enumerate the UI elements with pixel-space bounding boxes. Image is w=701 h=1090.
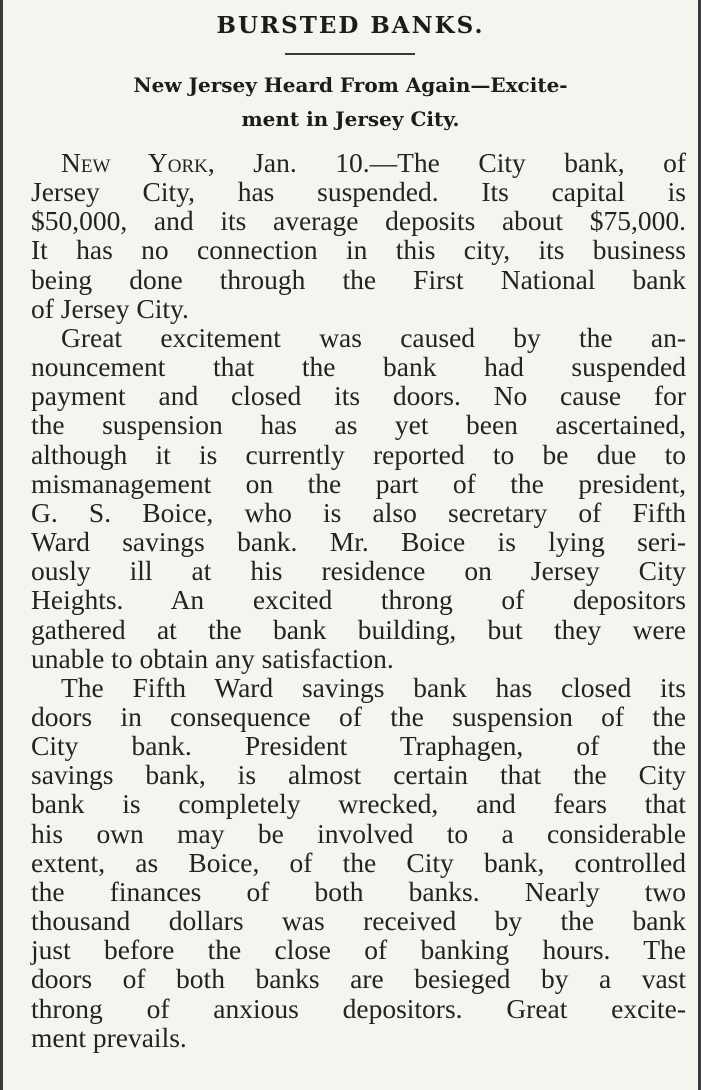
article-line: payment and closed its doors. No cause for xyxy=(31,380,686,412)
article-line-text: Jan. 10.—The City bank, of xyxy=(214,147,686,178)
subheadline-line: New Jersey Heard From Again—Excite- xyxy=(133,73,568,97)
article-line: doors in consequence of the suspension of the xyxy=(31,700,686,732)
article-line: Heights. An excited throng of depositors xyxy=(31,584,686,616)
article-line: City bank. President Traphagen, of the xyxy=(31,730,686,762)
headline: BURSTED BANKS. xyxy=(216,12,485,39)
dateline: New York, xyxy=(61,147,215,178)
article-line: being done through the First National bank xyxy=(31,263,686,295)
article-line: It has no connection in this city, its business xyxy=(31,234,686,266)
article-line: ously ill at his residence on Jersey City xyxy=(31,555,686,587)
subheadline-line: ment in Jersey City. xyxy=(241,107,460,131)
article-line: bank is completely wrecked, and fears that xyxy=(31,788,686,820)
article-line: throng of anxious depositors. Great excite- xyxy=(31,992,686,1024)
article-line: extent, as Boice, of the City bank, controlled xyxy=(31,846,686,878)
article-line: Jersey City, has suspended. Its capital is xyxy=(31,176,686,208)
article-line: thousand dollars was received by the bank xyxy=(31,905,686,937)
article-line: the finances of both banks. Nearly two xyxy=(31,875,686,907)
article-line: Great excitement was caused by the an- xyxy=(61,321,686,353)
article-line xyxy=(31,148,686,177)
article-line: gathered at the bank building, but they were xyxy=(31,613,686,645)
article-line: savings bank, is almost certain that the City xyxy=(31,759,686,791)
article-line: just before the close of banking hours. The xyxy=(31,934,686,966)
article-line: his own may be involved to a considerable xyxy=(31,817,686,849)
article-line: nouncement that the bank had suspended xyxy=(31,351,686,383)
article-body xyxy=(31,148,686,1052)
subheadline xyxy=(23,68,678,136)
article-line: mismanagement on the part of the president, xyxy=(31,467,686,499)
article-line: ment prevails. xyxy=(31,1021,187,1053)
article-line: doors of both banks are besieged by a vast xyxy=(31,963,686,995)
article-line: unable to obtain any satisfaction. xyxy=(31,642,394,674)
article-line: G. S. Boice, who is also secretary of Fifth xyxy=(31,496,686,528)
article-line: of Jersey City. xyxy=(31,292,189,324)
article-line: Ward savings bank. Mr. Boice is lying seri- xyxy=(31,526,686,558)
article-line: The Fifth Ward savings bank has closed its xyxy=(61,671,686,703)
article-line: the suspension has as yet been ascertained, xyxy=(31,409,686,441)
headline-divider xyxy=(285,53,415,55)
article-line: $50,000, and its average deposits about $75,000. xyxy=(31,205,686,237)
article-line: although it is currently reported to be due to xyxy=(31,438,686,470)
